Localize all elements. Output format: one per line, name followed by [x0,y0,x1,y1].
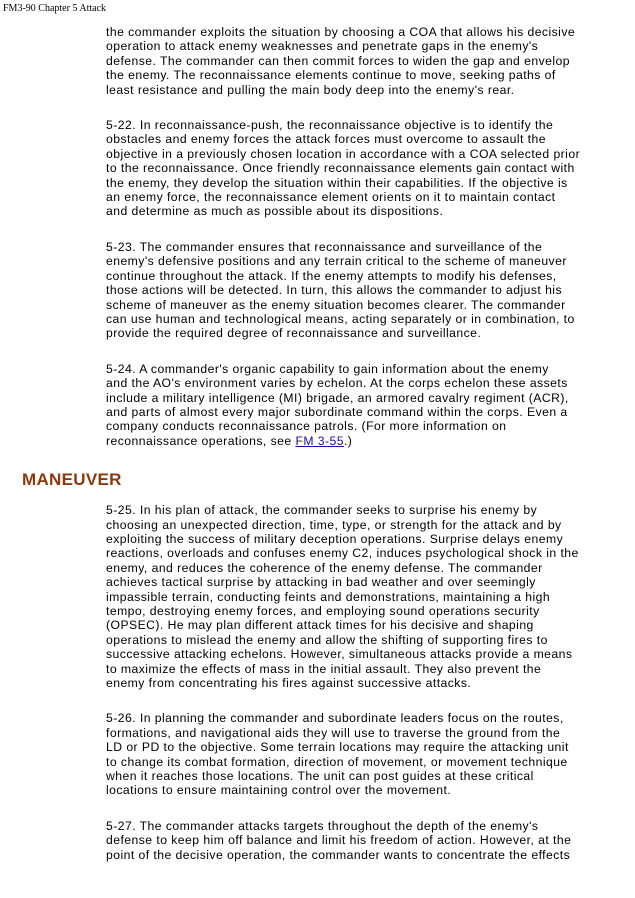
text-line: continue throughout the attack. If the enemy attempts to modify his defenses, [106,268,557,283]
page-header-title: FM3-90 Chapter 5 Attack [3,3,107,14]
fm-3-55-link[interactable]: FM 3-55 [295,433,344,448]
text-line: obstacles and enemy forces the attack forces must overcome to assault the [106,132,546,147]
link-suffix-text: .) [343,433,353,448]
text-line: least resistance and pulling the main body deep into the enemy's rear. [106,82,515,97]
text-line: scheme of maneuver as the enemy situation becomes clearer. The commander [106,297,566,312]
paragraph-continued [106,25,602,97]
text-line: enemy from concentrating his fires against successive attacks. [106,676,472,691]
text-line: locations to ensure maintaining control over the movement. [106,783,452,798]
text-line: enemy's defensive positions and any terrain critical to the scheme of maneuver [106,254,567,269]
text-line: provide the required degree of reconnaissance and surveillance. [106,326,482,341]
text-line: and parts of almost every major subordinate command within the corps. Even a [106,404,568,419]
text-line: enemy, and reduces the coherence of the enemy defense. The commander [106,560,543,575]
section-heading-maneuver: MANEUVER [22,470,122,490]
text-line: exploiting the success of military deception operations. Surprise delays enemy [106,531,564,546]
text-line: 5-24. A commander's organic capability to gain information about the enemy [106,361,549,376]
text-line: company conducts reconnaissance patrols. (For more information on [106,419,507,434]
text-line: operation to attack enemy weaknesses and penetrate gaps in the enemy's [106,39,539,54]
text-line: the enemy, they develop the situation within their capabilities. If the objective is [106,175,568,190]
text-line: LD or PD to the objective. Some terrain locations may require the attacking unit [106,740,569,755]
text-line: to maximize the effects of mass in the initial assault. They also prevent the [106,661,542,676]
text-line: impassible terrain, conducting feints and demonstrations, maintaining a high [106,589,551,604]
text-line: and the AO's environment varies by echelon. At the corps echelon these assets [106,376,568,391]
text-line: can use human and technological means, acting separately or in combination, to [106,311,575,326]
text-line: 5-26. In planning the commander and subordinate leaders focus on the routes, [106,711,564,726]
text-line: and determine as much as possible about its dispositions. [106,204,444,219]
text-line: choosing an unexpected direction, time, type, or strength for the attack and by [106,517,562,532]
text-line: when it reaches those locations. The unit can post guides at these critical [106,769,534,784]
text-line: (OPSEC). He may plan different attack times for his decisive and shaping [106,618,534,633]
text-line: 5-23. The commander ensures that reconnaissance and surveillance of the [106,239,543,254]
text-line: those actions will be detected. In turn, this allows the commander to adjust his [106,283,563,298]
text-line: operations to mislead the enemy and allow the shifting of supporting fires to [106,632,548,647]
text-line-with-link [106,434,602,448]
text-line: successive attacking echelons. However, simultaneous attacks provide a means [106,647,573,662]
text-line: an enemy force, the reconnaissance element orients on it to maintain contact [106,190,556,205]
text-line: 5-27. The commander attacks targets throughout the depth of the enemy's [106,818,539,833]
text-line: achieves tactical surprise by attacking in bad weather and over seemingly [106,575,536,590]
text-line: defense. The commander can then commit forces to widen the gap and envelop [106,53,570,68]
paragraph-5-22 [106,118,602,219]
paragraph-5-23 [106,240,602,341]
document-body [22,25,602,883]
text-line: reactions, overloads and confuses enemy C2, induces psychological shock in the [106,546,579,561]
text-line: objective in a previously chosen location in accordance with a COA selected prior [106,146,581,161]
paragraph-5-24 [106,362,602,448]
text-line: the enemy. The reconnaissance elements continue to move, seeking paths of [106,68,556,83]
text-line: to change its combat formation, direction of movement, or movement technique [106,754,568,769]
text-line: 5-22. In reconnaissance-push, the reconnaissance objective is to identify the [106,118,554,133]
paragraph-5-27 [106,819,602,862]
text-line: to the reconnaissance. Once friendly reconnaissance elements gain contact with [106,161,575,176]
link-prefix-text: reconnaissance operations, see [106,433,296,448]
text-line: 5-25. In his plan of attack, the commander seeks to surprise his enemy by [106,503,538,518]
text-line: point of the decisive operation, the commander wants to concentrate the effects [106,847,571,862]
text-line: tempo, destroying enemy forces, and employing sound operations security [106,604,540,618]
text-line: formations, and navigational aids they will use to traverse the ground from the [106,725,561,740]
text-line: defense to keep him off balance and limit his freedom of action. However, at the [106,833,572,848]
paragraph-5-26 [106,711,602,797]
paragraph-5-25 [106,503,602,690]
text-line: include a military intelligence (MI) brigade, an armored cavalry regiment (ACR), [106,390,569,405]
text-line: the commander exploits the situation by choosing a COA that allows his decisive [106,25,576,39]
